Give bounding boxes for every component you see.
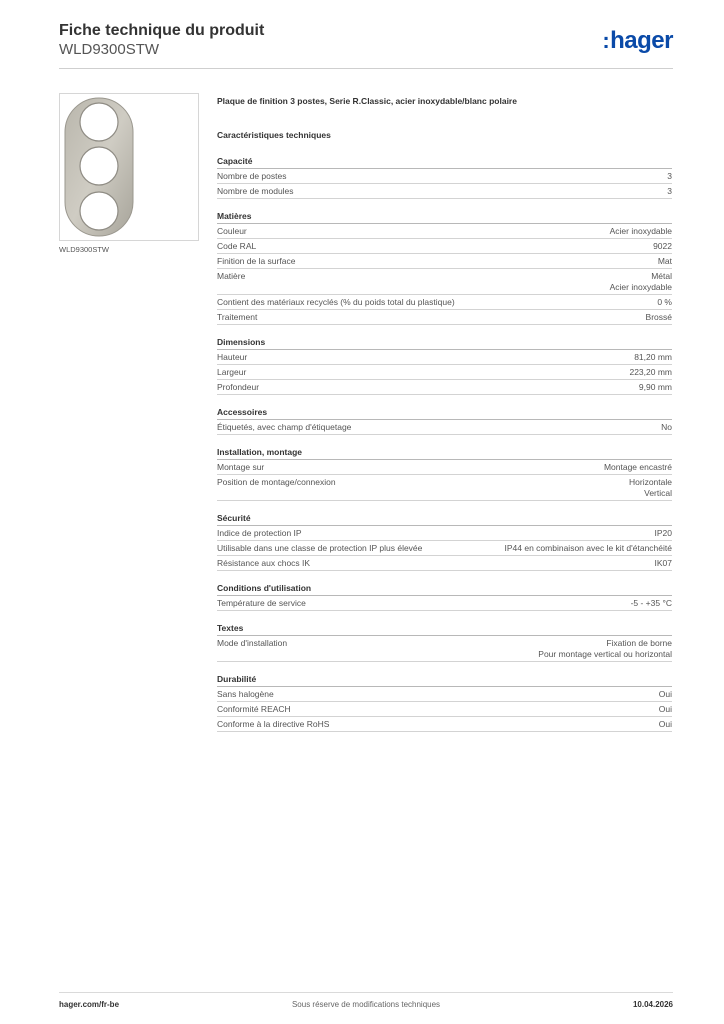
spec-row (217, 526, 672, 541)
spec-label: Profondeur (217, 382, 260, 392)
spec-value: IK07 (654, 558, 672, 568)
spec-row (217, 596, 672, 611)
spec-label: Position de montage/connexion (217, 477, 336, 487)
spec-value: No (661, 422, 672, 432)
product-reference: WLD9300STW (59, 41, 160, 58)
spec-row (217, 460, 672, 475)
spec-value: 9,90 mm (638, 382, 672, 392)
section-title: Capacité (217, 156, 672, 169)
spec-row (217, 350, 672, 365)
spec-value: 3 (667, 186, 672, 196)
spec-row (217, 702, 672, 717)
footer-date: 10.04.2026 (632, 1000, 673, 1009)
spec-value: Métal Acier inoxydable (609, 271, 672, 292)
spec-value: 81,20 mm (634, 352, 672, 362)
spec-row (217, 224, 672, 239)
spec-row (217, 556, 672, 571)
spec-label: Température de service (217, 598, 306, 608)
product-description: Plaque de finition 3 postes, Serie R.Classic, acier inoxydable/blanc polaire (217, 96, 517, 106)
hager-logo (602, 27, 673, 55)
spec-label: Étiquetés, avec champ d'étiquetage (217, 422, 352, 432)
spec-label: Indice de protection IP (217, 528, 302, 538)
section-title: Installation, montage (217, 447, 672, 460)
section-title: Textes (217, 623, 672, 636)
section-title: Matières (217, 211, 672, 224)
spec-row (217, 365, 672, 380)
spec-label: Résistance aux chocs IK (217, 558, 311, 568)
product-image-caption: WLD9300STW (59, 245, 110, 254)
spec-row (217, 380, 672, 395)
spec-value: IP20 (654, 528, 672, 538)
footer-website: hager.com/fr-be (59, 1000, 120, 1009)
spec-row (217, 420, 672, 435)
spec-value: Brossé (645, 312, 672, 322)
spec-label: Conforme à la directive RoHS (217, 719, 330, 729)
spec-label: Largeur (217, 367, 247, 377)
spec-value: Oui (658, 689, 672, 699)
spec-label: Sans halogène (217, 689, 274, 699)
spec-row (217, 687, 672, 702)
spec-section (217, 211, 672, 325)
spec-value: Mat (657, 256, 672, 266)
page-footer (59, 992, 673, 1013)
header-divider (59, 68, 673, 69)
spec-label: Nombre de postes (217, 171, 287, 181)
spec-row (217, 239, 672, 254)
spec-section (217, 513, 672, 571)
spec-value: Montage encastré (603, 462, 672, 472)
spec-value: IP44 en combinaison avec le kit d'étanchéité (504, 543, 672, 553)
section-title: Dimensions (217, 337, 672, 350)
spec-label: Montage sur (217, 462, 265, 472)
section-title: Accessoires (217, 407, 672, 420)
spec-row (217, 184, 672, 199)
spec-label: Nombre de modules (217, 186, 294, 196)
spec-label: Code RAL (217, 241, 257, 251)
spec-label: Couleur (217, 226, 247, 236)
spec-value: 0 % (657, 297, 672, 307)
spec-row (217, 295, 672, 310)
spec-label: Contient des matériaux recyclés (% du poids total du plastique) (217, 297, 455, 307)
spec-section (217, 407, 672, 435)
spec-row (217, 310, 672, 325)
spec-heading: Caractéristiques techniques (217, 130, 331, 140)
spec-value: Horizontale Vertical (629, 477, 672, 498)
spec-section (217, 623, 672, 662)
spec-row (217, 254, 672, 269)
section-title: Sécurité (217, 513, 672, 526)
logo-dots: : (602, 28, 610, 53)
spec-value: Acier inoxydable (609, 226, 672, 236)
spec-value: 223,20 mm (629, 367, 672, 377)
section-title: Conditions d'utilisation (217, 583, 672, 596)
product-image (59, 93, 199, 241)
spec-section (217, 674, 672, 732)
spec-row (217, 475, 672, 501)
spec-section (217, 447, 672, 501)
spec-value: Oui (658, 704, 672, 714)
spec-value: Fixation de borne Pour montage vertical ou horizontal (538, 638, 672, 659)
footer-disclaimer: Sous réserve de modifications techniques (291, 1000, 441, 1009)
spec-content (217, 96, 672, 732)
three-gang-cover-plate-icon (60, 94, 198, 240)
spec-row (217, 636, 672, 662)
document-title: Fiche technique du produit (59, 22, 265, 39)
spec-section (217, 337, 672, 395)
spec-label: Utilisable dans une classe de protection IP plus élevée (217, 543, 423, 553)
section-title: Durabilité (217, 674, 672, 687)
spec-label: Hauteur (217, 352, 248, 362)
logo-text: hager (610, 27, 673, 54)
spec-value: 3 (667, 171, 672, 181)
spec-label: Traitement (217, 312, 258, 322)
spec-value: Oui (658, 719, 672, 729)
spec-label: Finition de la surface (217, 256, 296, 266)
spec-label: Conformité REACH (217, 704, 291, 714)
page-header (59, 22, 673, 68)
spec-sections (217, 156, 672, 732)
spec-value: 9022 (653, 241, 672, 251)
spec-section (217, 156, 672, 199)
spec-label: Matière (217, 271, 246, 281)
spec-section (217, 583, 672, 611)
spec-row (217, 269, 672, 295)
spec-label: Mode d'installation (217, 638, 288, 648)
spec-row (217, 717, 672, 732)
spec-row (217, 541, 672, 556)
spec-value: -5 - +35 °C (630, 598, 672, 608)
spec-row (217, 169, 672, 184)
